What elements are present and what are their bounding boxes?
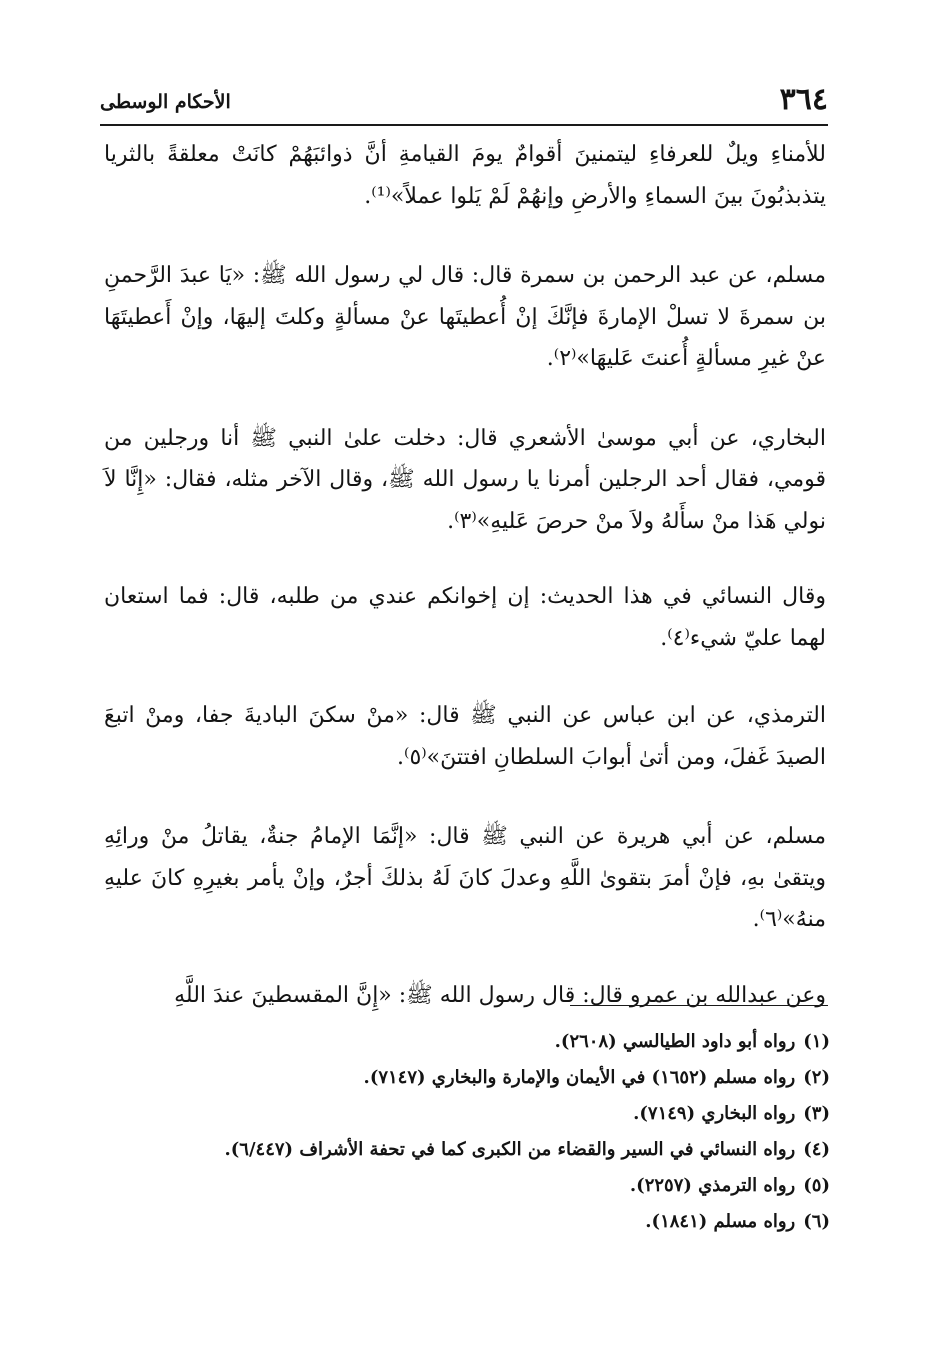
- paragraph: الترمذي، عن ابن عباس عن النبي ﷺ قال: «منْ سكنَ الباديةَ جفا، ومنْ اتبعَ الصيدَ غَفلَ، ومن أتىٰ أبوابَ السلطانِ افتتنَ»⁽٥⁾.: [104, 703, 826, 770]
- footnote-text: رواه الترمذي (٢٢٥٧).: [629, 1175, 796, 1196]
- footnote: [110, 1168, 830, 1204]
- footnote-number: (١): [803, 1031, 830, 1052]
- footnote: [110, 1132, 830, 1168]
- footnote-text: رواه النسائي في السير والقضاء من الكبرى كما في تحفة الأشراف (٦/٤٤٧).: [224, 1139, 796, 1160]
- paragraph: مسلم، عن عبد الرحمن بن سمرة قال: قال لي رسول الله ﷺ: «يَا عبدَ الرَّحمنِ بن سمرةَ لا تسلْ الإمارةَ فإنَّكَ إنْ أُعطيتَها عنْ مسألةٍ وكلتَ إليهَا، وإنْ أَعطيتَهَا عنْ غيرِ مسألةٍ أُعنتَ عَليهَا»⁽٢⁾.: [104, 263, 826, 371]
- paragraph: البخاري، عن أبي موسىٰ الأشعري قال: دخلت علىٰ النبي ﷺ أنا ورجلين من قومي، فقال أحد الرجلين أمرنا يا رسول الله ﷺ، وقال الآخر مثله، فقال: «إِنَّا لاَ نولي هَذا منْ سأَلهُ ولاَ منْ حرصَ عَليهِ»⁽٣⁾.: [104, 425, 826, 534]
- footnote-number: (٣): [803, 1103, 830, 1124]
- footnote: [110, 1060, 830, 1096]
- footnote-number: (٥): [803, 1175, 830, 1196]
- footnote-text: رواه البخاري (٧١٤٩).: [633, 1103, 796, 1124]
- footnote-number: (٢): [803, 1067, 830, 1088]
- page-header: [100, 80, 828, 120]
- paragraph: للأمناءِ ويلٌ للعرفاءِ ليتمنينَ أقوامٌ يومَ القيامةِ أنَّ ذوائبَهُمْ كانَتْ معلقةً بالثريا يتذبذبُونَ بينَ السماءِ والأرضِ وإنهُمْ لَمْ يَلوا عملاً»⁽¹⁾.: [104, 142, 826, 209]
- paragraph: وقال النسائي في هذا الحديث: إن إخوانكم عندي من طلبه، قال: فما استعان لهما عليّ شيء⁽٤⁾.: [104, 584, 826, 651]
- footnote-divider: [570, 1005, 828, 1006]
- footnote-number: (٦): [803, 1211, 830, 1232]
- paragraph: مسلم، عن أبي هريرة عن النبي ﷺ قال: «إنَّمَا الإمامُ جنةٌ، يقاتلُ منْ ورائِهِ ويتقىٰ بهِ، فإنْ أمرَ بتقوىٰ اللَّهِ وعدلَ كانَ لَهُ بذلكَ أجرٌ، وإنْ يأمر بغيرِهِ كانَ عليهِ منهُ»⁽٦⁾.: [104, 824, 826, 932]
- footnote-text: رواه مسلم (١٦٥٢) في الأيمان والإمارة والبخاري (٧١٤٧).: [363, 1067, 796, 1088]
- footnote-number: (٤): [803, 1139, 830, 1160]
- footnote-text: رواه مسلم (١٨٤١).: [645, 1211, 796, 1232]
- paragraph: وعن عبدالله بن عمرو قال: قال رسول الله ﷺ: «إِنَّ المقسطينَ عندَ اللَّهِ: [174, 982, 826, 1008]
- main-text: [104, 134, 826, 1016]
- footnote: [110, 1024, 830, 1060]
- running-title: الأحكام الوسطى: [100, 91, 231, 113]
- header-divider: [100, 124, 828, 126]
- page-number: ٣٦٤: [779, 82, 828, 117]
- footnote: [110, 1096, 830, 1132]
- footnotes-list: [110, 1024, 830, 1240]
- footnote-text: رواه أبو داود الطيالسي (٢٦٠٨).: [554, 1031, 796, 1052]
- footnote: [110, 1204, 830, 1240]
